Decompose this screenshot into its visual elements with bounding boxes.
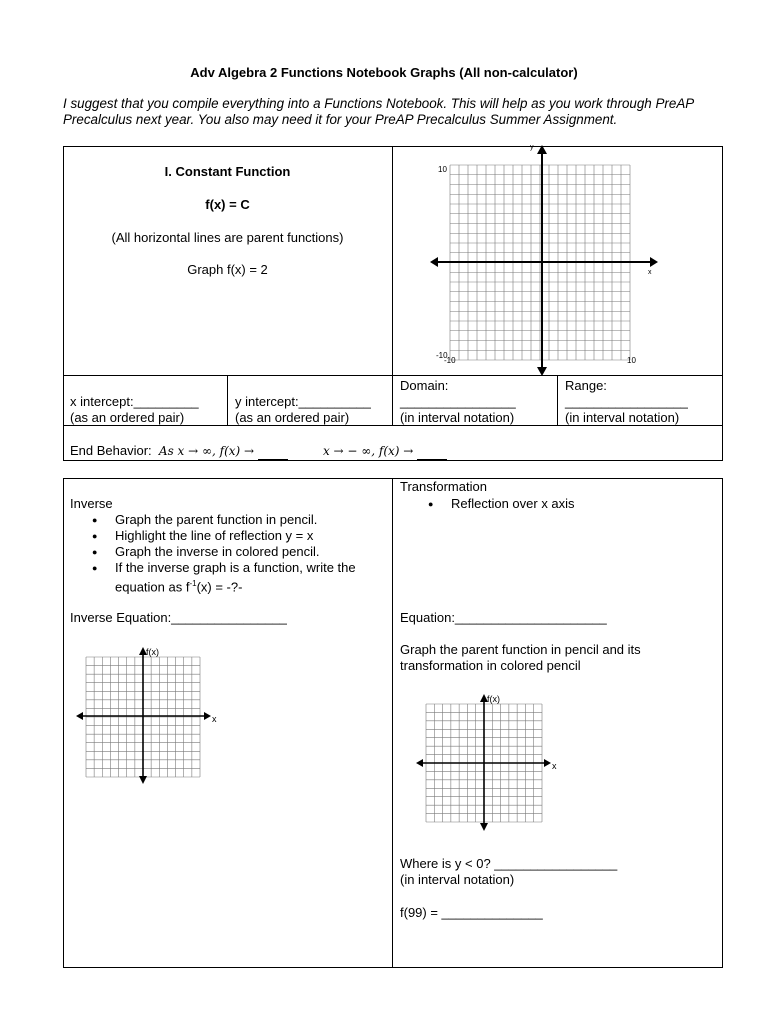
y-intercept-label: y intercept:__________ bbox=[235, 394, 371, 409]
transformation-instruction-line2: transformation in colored pencil bbox=[400, 658, 581, 673]
table-divider-cell3 bbox=[557, 375, 558, 426]
transformation-grid[interactable] bbox=[414, 692, 564, 832]
transformation-heading: Transformation bbox=[400, 479, 487, 494]
y-axis-arrow-down bbox=[139, 776, 147, 784]
y-max-label: 10 bbox=[438, 165, 447, 174]
page-title: Adv Algebra 2 Functions Notebook Graphs (All non-calculator) bbox=[190, 65, 578, 80]
inverse-equation-field[interactable]: Inverse Equation:________________ bbox=[70, 610, 287, 625]
x-max-label: 10 bbox=[627, 356, 636, 365]
end-behavior-blank-1[interactable] bbox=[258, 443, 288, 460]
inverse-instructions bbox=[63, 512, 440, 595]
end-behavior-expr-1: As x → ∞, f(x) → bbox=[158, 444, 255, 458]
intro-line-1: I suggest that you compile everything into a Functions Notebook. This will help as you work through PreAP bbox=[63, 96, 695, 111]
inverse-bullet-4-post: (x) = -?- bbox=[196, 579, 243, 595]
x-intercept-label: x intercept:_________ bbox=[70, 394, 199, 409]
x-min-label: -10 bbox=[444, 356, 456, 365]
range-hint: (in interval notation) bbox=[565, 410, 680, 425]
transformation-instruction-line1: Graph the parent function in pencil and its bbox=[400, 642, 641, 657]
y-intercept-hint: (as an ordered pair) bbox=[235, 410, 350, 425]
y-axis-label: f(x) bbox=[146, 647, 159, 657]
inverse-bullet-4-sup: -1 bbox=[189, 579, 197, 588]
x-intercept-cell[interactable] bbox=[70, 394, 199, 426]
transformation-equation-field[interactable]: Equation:_____________________ bbox=[400, 610, 607, 625]
transformation-instruction bbox=[400, 642, 641, 674]
where-negative-label: Where is y < 0? _________________ bbox=[400, 856, 618, 871]
inverse-bullet-2: ● Highlight the line of reflection y = x bbox=[115, 528, 440, 544]
transformation-list bbox=[400, 496, 768, 512]
end-behavior-expr-2: x → − ∞, f(x) → bbox=[322, 444, 414, 458]
inverse-bullet-3: ● Graph the inverse in colored pencil. bbox=[115, 544, 440, 560]
domain-cell[interactable] bbox=[400, 378, 516, 426]
x-axis-label: x bbox=[648, 269, 652, 276]
range-blank: _________________ bbox=[565, 394, 688, 409]
x-axis-arrow-right bbox=[650, 257, 658, 267]
x-axis-arrow-left bbox=[430, 257, 438, 267]
graph-task: Graph f(x) = 2 bbox=[187, 262, 268, 277]
x-axis-label: x bbox=[212, 714, 217, 724]
x-axis-arrow-left bbox=[76, 712, 83, 720]
table-divider-cell1 bbox=[227, 375, 228, 426]
inverse-grid[interactable] bbox=[74, 645, 224, 785]
section-heading: I. Constant Function bbox=[164, 164, 291, 179]
x-axis-arrow-right bbox=[544, 759, 551, 767]
x-axis-arrow-right bbox=[204, 712, 211, 720]
formula: f(x) = C bbox=[205, 197, 250, 212]
y-axis-label: y bbox=[530, 144, 534, 151]
domain-blank: ________________ bbox=[400, 394, 516, 409]
end-behavior-row[interactable] bbox=[70, 443, 447, 460]
end-behavior-blank-2[interactable] bbox=[417, 443, 447, 460]
transformation-bullet: ● Reflection over x axis bbox=[451, 496, 768, 512]
inverse-heading: Inverse bbox=[70, 496, 113, 511]
intro-text bbox=[63, 96, 743, 128]
domain-label: Domain: bbox=[400, 378, 449, 393]
range-cell[interactable] bbox=[565, 378, 688, 426]
inverse-bullet-1: ● Graph the parent function in pencil. bbox=[115, 512, 440, 528]
f99-field[interactable]: f(99) = ______________ bbox=[400, 905, 543, 920]
x-axis-arrow-left bbox=[416, 759, 423, 767]
y-axis-label: f(x) bbox=[487, 694, 500, 704]
y-axis-arrow-up bbox=[537, 145, 547, 154]
range-label: Range: bbox=[565, 378, 607, 393]
inverse-bullet-4 bbox=[115, 560, 440, 595]
where-negative-hint: (in interval notation) bbox=[400, 872, 515, 887]
end-behavior-label: End Behavior: bbox=[70, 443, 152, 458]
y-axis-arrow-down bbox=[537, 367, 547, 376]
inverse-bullet-4-pre: equation as f bbox=[115, 579, 190, 595]
y-axis-arrow-down bbox=[480, 823, 488, 831]
intro-line-2: Precalculus next year. You also may need it for your PreAP Precalculus Summer Assignment. bbox=[63, 112, 618, 127]
where-negative-field[interactable] bbox=[400, 856, 617, 888]
inverse-bullet-4-line1: If the inverse graph is a function, write the bbox=[115, 560, 356, 575]
x-intercept-hint: (as an ordered pair) bbox=[70, 410, 185, 425]
domain-hint: (in interval notation) bbox=[400, 410, 515, 425]
y-min-label: -10 bbox=[436, 351, 448, 360]
coordinate-grid-large[interactable] bbox=[392, 140, 722, 376]
y-intercept-cell[interactable] bbox=[235, 394, 371, 426]
table-divider-cell2 bbox=[392, 375, 393, 426]
note: (All horizontal lines are parent functions) bbox=[111, 230, 344, 245]
x-axis-label: x bbox=[552, 761, 557, 771]
